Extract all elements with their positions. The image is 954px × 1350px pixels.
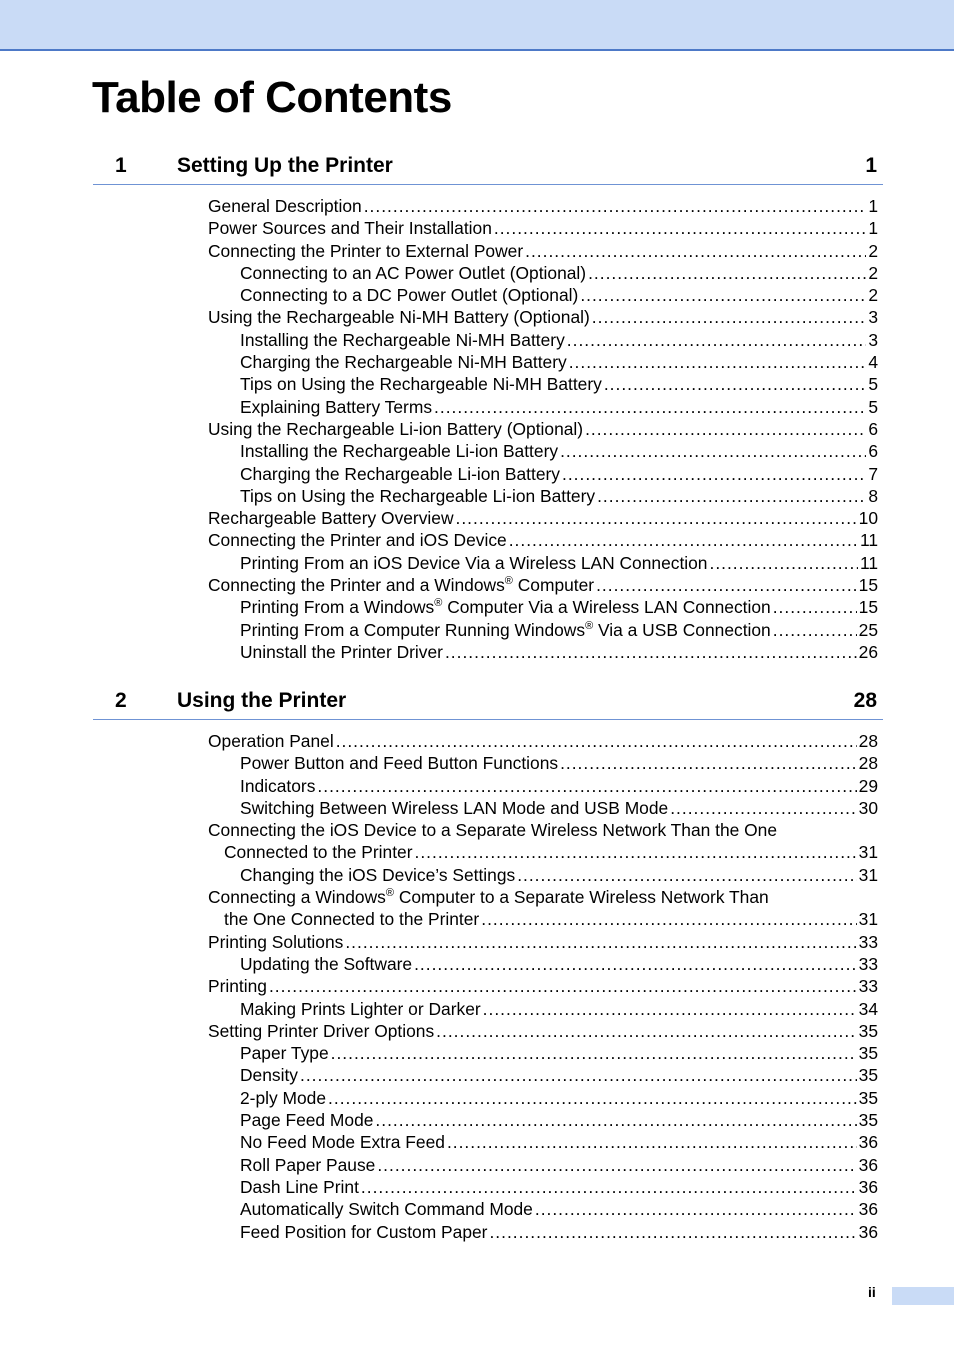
toc-entry[interactable]	[208, 1020, 878, 1042]
toc-entry-page: 35	[858, 1020, 878, 1041]
label-text: Printing From a Computer Running Windows	[240, 619, 586, 640]
toc-entry-page: 3	[868, 329, 878, 350]
label-text: Changing the iOS Device’s Settings	[240, 864, 516, 885]
registered-mark: ®	[434, 597, 443, 610]
toc-entry[interactable]	[208, 596, 878, 618]
toc-entry-label	[240, 752, 558, 774]
dot-leader	[670, 797, 856, 819]
toc-entry-page: 5	[868, 396, 878, 417]
toc-entry-label	[208, 574, 594, 596]
toc-entry-label	[240, 373, 602, 395]
toc-entry-label	[208, 820, 777, 840]
dot-leader	[336, 730, 857, 752]
dot-leader	[596, 574, 857, 596]
label-text: Page Feed Mode	[240, 1110, 374, 1131]
dot-leader	[562, 463, 866, 485]
toc-entry[interactable]	[208, 886, 878, 908]
dot-leader	[375, 1109, 856, 1131]
label-text: Setting Printer Driver Options	[208, 1020, 435, 1041]
toc-entry-label	[240, 351, 567, 373]
toc-entry-label	[240, 552, 707, 574]
dot-leader	[345, 931, 856, 953]
label-text: Making Prints Lighter or Darker	[240, 998, 481, 1019]
label-text: Connecting a Windows	[208, 887, 386, 908]
toc-entry-page: 33	[858, 931, 878, 952]
label-text: Uninstall the Printer Driver	[240, 641, 443, 662]
chapter-title: Using the Printer	[177, 689, 347, 712]
toc-entry-page: 6	[868, 418, 878, 439]
dot-leader	[317, 775, 856, 797]
toc-entry-label	[208, 240, 523, 262]
chapter-page: 28	[853, 689, 877, 712]
toc-entry-label	[208, 217, 492, 239]
toc-entry[interactable]	[208, 351, 878, 373]
toc-entry-page: 35	[858, 1043, 878, 1064]
toc-entry-page: 7	[868, 463, 878, 484]
label-text: Paper Type	[240, 1043, 329, 1064]
toc-entry-page: 33	[858, 953, 878, 974]
toc-entry-label	[224, 908, 479, 930]
toc-entry[interactable]	[208, 864, 878, 886]
toc-entry[interactable]	[208, 463, 878, 485]
toc-entry-page: 29	[858, 775, 878, 796]
toc-entry-page: 31	[858, 909, 878, 930]
toc-entry[interactable]	[208, 752, 878, 774]
dot-leader	[580, 284, 866, 306]
label-text: Installing the Rechargeable Ni-MH Battery	[240, 329, 565, 350]
toc-entry-label	[240, 1154, 375, 1176]
dot-leader	[415, 841, 857, 863]
toc-entry-label	[208, 306, 590, 328]
toc-entry-label	[240, 440, 558, 462]
toc-list	[208, 730, 878, 1243]
toc-entry[interactable]	[208, 1221, 878, 1243]
dot-leader	[489, 1221, 856, 1243]
toc-entry-label	[240, 1198, 533, 1220]
label-text: Rechargeable Battery Overview	[208, 508, 454, 529]
label-text: Feed Position for Custom Paper	[240, 1221, 488, 1242]
dot-leader	[414, 953, 857, 975]
toc-entry-page: 2	[868, 240, 878, 261]
registered-mark: ®	[585, 619, 594, 632]
dot-leader	[535, 1198, 857, 1220]
toc-entry-page: 1	[868, 218, 878, 239]
label-text: Connecting to a DC Power Outlet (Optional)	[240, 285, 579, 306]
dot-leader	[481, 908, 856, 930]
toc-entry-page: 3	[868, 307, 878, 328]
dot-leader	[331, 1042, 857, 1064]
label-text: Printing From a Windows	[240, 597, 435, 618]
toc-entry-page: 34	[858, 998, 878, 1019]
toc-entry-page: 35	[858, 1065, 878, 1086]
toc-entry-page: 36	[858, 1132, 878, 1153]
toc-entry-label	[240, 864, 515, 886]
label-text: Computer	[512, 575, 595, 596]
chapter-heading[interactable]	[93, 150, 883, 185]
toc-entry-page: 36	[858, 1176, 878, 1197]
toc-entry-page: 11	[859, 530, 878, 551]
toc-entry-page: 15	[858, 575, 878, 596]
chapter-heading[interactable]	[93, 685, 883, 720]
toc-entry[interactable]	[208, 775, 878, 797]
dot-leader	[483, 998, 857, 1020]
toc-entry-label	[240, 775, 315, 797]
toc-entry-label	[208, 195, 362, 217]
page-title: Table of Contents	[92, 73, 452, 122]
label-text: Power Sources and Their Installation	[208, 218, 492, 239]
label-text: Connecting the Printer and iOS Device	[208, 530, 507, 551]
toc-entry-page: 31	[858, 864, 878, 885]
label-text: Connected to the Printer	[224, 842, 413, 863]
toc-entry-label	[208, 529, 507, 551]
dot-leader	[773, 596, 857, 618]
toc-entry-label	[240, 953, 412, 975]
toc-entry[interactable]	[208, 240, 878, 262]
toc-entry-page: 1	[868, 196, 878, 216]
toc-entry-label	[240, 284, 578, 306]
dot-leader	[445, 641, 857, 663]
toc-entry-page: 35	[858, 1110, 878, 1131]
toc-entry-label	[208, 931, 343, 953]
label-text: Printing Solutions	[208, 931, 344, 952]
label-text: Power Button and Feed Button Functions	[240, 753, 559, 774]
toc-entry[interactable]	[208, 1131, 878, 1153]
toc-entry[interactable]	[208, 1042, 878, 1064]
toc-entry-label	[240, 485, 595, 507]
label-text: Charging the Rechargeable Ni-MH Battery	[240, 352, 567, 373]
dot-leader	[456, 507, 857, 529]
toc-entry[interactable]	[208, 797, 878, 819]
toc-entry-page: 5	[868, 374, 878, 395]
toc-entry-page: 35	[858, 1087, 878, 1108]
label-text: No Feed Mode Extra Feed	[240, 1132, 445, 1153]
label-text: Density	[240, 1065, 298, 1086]
toc-entry-page: 8	[868, 485, 878, 506]
dot-leader	[517, 864, 856, 886]
toc-entry[interactable]	[208, 396, 878, 418]
dot-leader	[560, 752, 857, 774]
label-text: Printing From an iOS Device Via a Wireless LAN Connection	[240, 552, 708, 573]
toc-entry[interactable]	[208, 485, 878, 507]
label-text: Installing the Rechargeable Li-ion Battery	[240, 441, 559, 462]
dot-leader	[560, 440, 866, 462]
toc-entry-page: 36	[858, 1199, 878, 1220]
dot-leader	[361, 1176, 857, 1198]
toc-entry-page: 4	[868, 352, 878, 373]
toc-entry[interactable]	[208, 373, 878, 395]
toc-entry-label	[208, 975, 267, 997]
toc-entry-page: 25	[858, 619, 878, 640]
toc-entry[interactable]	[208, 1064, 878, 1086]
toc-entry[interactable]	[208, 418, 878, 440]
chapter-number: 1	[115, 154, 127, 177]
label-text: Tips on Using the Rechargeable Li-ion Battery	[240, 485, 596, 506]
toc-entry[interactable]	[208, 552, 878, 574]
dot-leader	[377, 1154, 856, 1176]
label-text: Dash Line Print	[240, 1176, 359, 1197]
toc-entry-page: 2	[868, 262, 878, 283]
dot-leader	[447, 1131, 857, 1153]
toc-entry[interactable]	[208, 1154, 878, 1176]
dot-leader	[592, 306, 867, 328]
header-band	[0, 0, 954, 51]
toc-entry-page: 6	[868, 441, 878, 462]
toc-entry[interactable]	[208, 574, 878, 596]
toc-entry-page: 2	[868, 285, 878, 306]
label-text: Indicators	[240, 775, 316, 796]
dot-leader	[569, 351, 867, 373]
toc-entry-label	[240, 1221, 487, 1243]
toc-entry[interactable]	[208, 619, 878, 641]
toc-entry[interactable]	[208, 1109, 878, 1131]
toc-entry-label	[240, 641, 443, 663]
registered-mark: ®	[385, 887, 394, 900]
label-text: Using the Rechargeable Ni-MH Battery (Optional)	[208, 307, 590, 328]
toc-entry-label	[208, 887, 769, 907]
label-text: Roll Paper Pause	[240, 1154, 376, 1175]
toc-entry-page: 15	[858, 597, 878, 618]
toc-entry-page: 36	[858, 1154, 878, 1175]
dot-leader	[494, 217, 866, 239]
chapter-page: 1	[865, 154, 877, 177]
label-text: Automatically Switch Command Mode	[240, 1199, 533, 1220]
label-text: Explaining Battery Terms	[240, 396, 433, 417]
toc-entry[interactable]	[208, 953, 878, 975]
label-text: Via a USB Connection	[593, 619, 771, 640]
label-text: Tips on Using the Rechargeable Ni-MH Battery	[240, 374, 602, 395]
toc-entry-page: 28	[858, 753, 878, 774]
toc-entry-label	[208, 418, 583, 440]
toc-entry-page: 26	[858, 641, 878, 662]
dot-leader	[434, 396, 866, 418]
toc-entry-page: 10	[858, 508, 878, 529]
toc-entry-label	[240, 1042, 329, 1064]
label-text: Charging the Rechargeable Li-ion Battery	[240, 463, 560, 484]
dot-leader	[588, 262, 866, 284]
toc-entry[interactable]	[208, 329, 878, 351]
toc-entry-label	[208, 1020, 434, 1042]
dot-leader	[597, 485, 866, 507]
toc-entry[interactable]	[208, 529, 878, 551]
toc-entry-label	[240, 1109, 373, 1131]
label-text: Connecting the Printer and a Windows	[208, 575, 505, 596]
label-text: General Description	[208, 196, 362, 216]
toc-entry-label	[240, 1087, 326, 1109]
toc-entry-page: 36	[858, 1221, 878, 1242]
toc-entry-label	[224, 841, 413, 863]
toc-entry[interactable]	[208, 262, 878, 284]
chapter-title: Setting Up the Printer	[177, 154, 393, 177]
dot-leader	[604, 373, 867, 395]
dot-leader	[509, 529, 858, 551]
toc-entry-label	[208, 730, 334, 752]
toc-entry-page: 30	[858, 797, 878, 818]
toc-entry-label	[240, 1176, 359, 1198]
page-number: ii	[868, 1284, 876, 1300]
label-text: Using the Rechargeable Li-ion Battery (Optional)	[208, 418, 584, 439]
label-text: Connecting the iOS Device to a Separate Wireless Network Than the One	[208, 820, 778, 841]
toc-entry[interactable]	[208, 841, 878, 863]
toc-entry-label	[240, 596, 771, 618]
toc-entry-label	[240, 619, 771, 641]
toc-entry-label	[240, 998, 481, 1020]
toc-entry[interactable]	[208, 440, 878, 462]
chapter-number: 2	[115, 689, 127, 712]
toc-entry-label	[240, 797, 668, 819]
label-text: Operation Panel	[208, 731, 334, 751]
dot-leader	[585, 418, 866, 440]
toc-entry-label	[240, 463, 560, 485]
label-text: Updating the Software	[240, 953, 413, 974]
dot-leader	[328, 1087, 857, 1109]
toc-entry-label	[240, 396, 432, 418]
toc-entry-page: 28	[858, 731, 878, 751]
dot-leader	[567, 329, 867, 351]
label-text: Switching Between Wireless LAN Mode and USB Mode	[240, 797, 669, 818]
toc-entry[interactable]	[208, 284, 878, 306]
toc-entry[interactable]	[208, 730, 878, 752]
toc-entry[interactable]	[208, 1087, 878, 1109]
label-text: 2-ply Mode	[240, 1087, 327, 1108]
toc-entry[interactable]	[208, 819, 878, 841]
toc-entry[interactable]	[208, 908, 878, 930]
toc-entry[interactable]	[208, 998, 878, 1020]
dot-leader	[364, 195, 867, 217]
toc-entry[interactable]	[208, 975, 878, 997]
toc-entry[interactable]	[208, 931, 878, 953]
label-text: the One Connected to the Printer	[224, 909, 480, 930]
toc-entry-label	[240, 1064, 298, 1086]
toc-entry[interactable]	[208, 507, 878, 529]
label-text: Connecting the Printer to External Power	[208, 240, 524, 261]
toc-entry[interactable]	[208, 306, 878, 328]
label-text: Computer to a Separate Wireless Network Than	[393, 887, 769, 908]
dot-leader	[300, 1064, 857, 1086]
dot-leader	[773, 619, 857, 641]
toc-entry[interactable]	[208, 217, 878, 239]
label-text: Connecting to an AC Power Outlet (Optional)	[240, 262, 587, 283]
toc-entry[interactable]	[208, 1198, 878, 1220]
toc-list	[208, 195, 878, 663]
registered-mark: ®	[504, 575, 513, 588]
toc-entry-page: 11	[859, 552, 878, 573]
toc-entry[interactable]	[208, 195, 878, 217]
toc-entry-label	[240, 1131, 445, 1153]
label-text: Printing	[208, 976, 267, 997]
toc-entry-label	[240, 262, 586, 284]
label-text: Computer Via a Wireless LAN Connection	[442, 597, 771, 618]
toc-entry[interactable]	[208, 641, 878, 663]
toc-entry-label	[240, 329, 565, 351]
toc-entry[interactable]	[208, 1176, 878, 1198]
dot-leader	[525, 240, 866, 262]
dot-leader	[269, 975, 857, 997]
dot-leader	[436, 1020, 856, 1042]
toc-entry-page: 33	[858, 976, 878, 997]
dot-leader	[709, 552, 857, 574]
toc-entry-page: 31	[858, 842, 878, 863]
footer-tab	[892, 1287, 954, 1305]
toc-entry-label	[208, 507, 454, 529]
